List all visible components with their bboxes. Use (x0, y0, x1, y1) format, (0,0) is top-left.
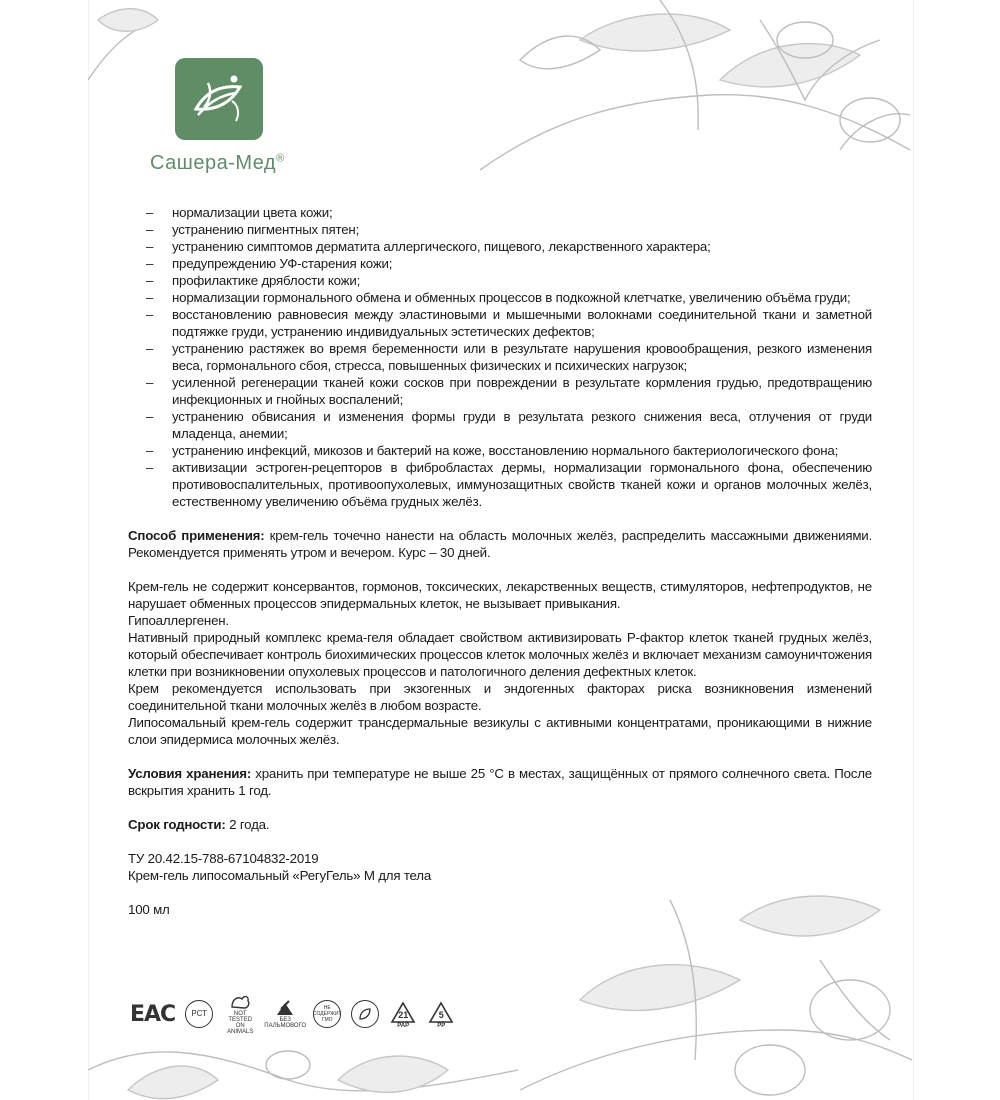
brand-name-text: Сашера-Мед (150, 152, 277, 174)
list-item: – устранению симптомов дерматита аллергического, пищевого, лекарственного характера; (128, 238, 872, 255)
no-palm-oil-icon (264, 999, 307, 1029)
list-item: – профилактике дряблости кожи; (128, 272, 872, 289)
pp-number: 5 (438, 1010, 444, 1020)
pap-label: PAP (397, 1023, 410, 1029)
list-item: – восстановлению равновесия между эластиновыми и мышечными волокнами соединительной ткани и заметной подтяжке груди, устранению индивидуальных эстетических дефектов; (128, 306, 872, 340)
leaflet-text (128, 204, 872, 918)
not-tested-on-animals-icon (223, 993, 257, 1035)
list-item: – устранению инфекций, микозов и бактерий на коже, восстановлению нормального бактериологического фона; (128, 442, 872, 459)
list-item: – нормализации цвета кожи; (128, 204, 872, 221)
brand-name (150, 152, 300, 175)
shelf-life-section (128, 816, 872, 833)
rst-mark-icon (185, 1000, 213, 1028)
list-item: – устранению обвисания и изменения формы груди в результата резкого снижения веса, отлучения от груди младенца, анемии; (128, 408, 872, 442)
list-item: – устранению пигментных пятен; (128, 221, 872, 238)
description-paragraph: Липосомальный крем-гель содержит трансдермальные везикулы с активными концентратами, проникающими в нижние слои эпидермиса молочных желёз. (128, 715, 872, 747)
storage-section (128, 765, 872, 799)
recycle-pp-icon (427, 1000, 455, 1028)
rst-label: РСТ (191, 1009, 208, 1018)
usage-section (128, 527, 872, 561)
volume: 100 мл (128, 902, 170, 917)
description-paragraph: Гипоаллергенен. (128, 613, 229, 628)
description-paragraph: Крем рекомендуется использовать при экзогенных и эндогенных факторах риска возникновения изменений соединительной ткани молочных желёз в любом возрасте. (128, 681, 872, 713)
list-item: – нормализации гормонального обмена и обменных процессов в подкожной клетчатке, увеличению объёма груди; (128, 289, 872, 306)
list-item: – устранению растяжек во время беременности или в результате нарушения кровообращения, резкого изменения веса, гормонального сбоя, стресса, повышенных физических и психических нагрузок; (128, 340, 872, 374)
shelf-life-text: 2 года. (225, 817, 270, 832)
no-palm-label: БЕЗ ПАЛЬМОВОГО (264, 1017, 307, 1029)
storage-text: хранить при температуре не выше 25 °С в местах, защищённых от прямого солнечного света. После вскрытия хранить 1 год. (128, 766, 872, 798)
description-paragraph: Крем-гель не содержит консервантов, гормонов, токсических, лекарственных веществ, стимуляторов, нефтепродуктов, не нарушает обменных процессов эпидермальных клеток, не вызывает привыкания. (128, 579, 872, 611)
product-name: Крем-гель липосомальный «РегуГель» М для тела (128, 868, 432, 883)
leaf-logo-icon (175, 58, 263, 140)
no-gmo-label: НЕ СОДЕРЖИТ ГМО (312, 1005, 342, 1023)
brand-logo (150, 58, 300, 175)
benefits-list (128, 204, 872, 510)
usage-label: Способ применения: (128, 528, 265, 543)
eco-leaf-icon (351, 1000, 379, 1028)
description-paragraph: Нативный природный комплекс крема-геля обладает свойством активизировать Р-фактор клеток тканей грудных желёз, который обеспечивает контроль биохимических процессов клеток молочных желёз и включает механизм самоуничтожения клетки при возникновении опухолевых процессов и патологичного деления дефектных клеток. (128, 630, 872, 679)
not-tested-label: NOT TESTED ON ANIMALS (227, 1011, 254, 1035)
recycle-pap-icon (389, 1000, 417, 1028)
pp-label: PP (437, 1023, 446, 1029)
certification-marks (130, 996, 455, 1035)
list-item: – усиленной регенерации тканей кожи сосков при повреждении в результате кормления грудью, предотвращению инфекционных и гнойных воспалений; (128, 374, 872, 408)
pap-number: 21 (398, 1010, 409, 1020)
usage-text: крем-гель точечно нанести на область молочных желёз, распределить массажными движениями. Рекомендуется применять утром и вечером. Курс – 30 дней. (128, 528, 872, 560)
registered-mark: ® (276, 152, 285, 165)
no-gmo-icon (313, 1000, 341, 1028)
spec-code: ТУ 20.42.15-788-67104832-2019 (128, 851, 319, 866)
eac-mark-icon: EAC (130, 1001, 176, 1027)
list-item: – активизации эстроген-рецепторов в фибробластах дермы, нормализации гормонального фона, обеспечению противовоспалительных, противоопухолевых, иммунозащитных свойств тканей кожи и органов молочных желёз, естественному увеличению объёма грудных желёз. (128, 459, 872, 510)
shelf-life-label: Срок годности: (128, 817, 226, 832)
storage-label: Условия хранения: (128, 766, 252, 781)
list-item: – предупреждению УФ-старения кожи; (128, 255, 872, 272)
